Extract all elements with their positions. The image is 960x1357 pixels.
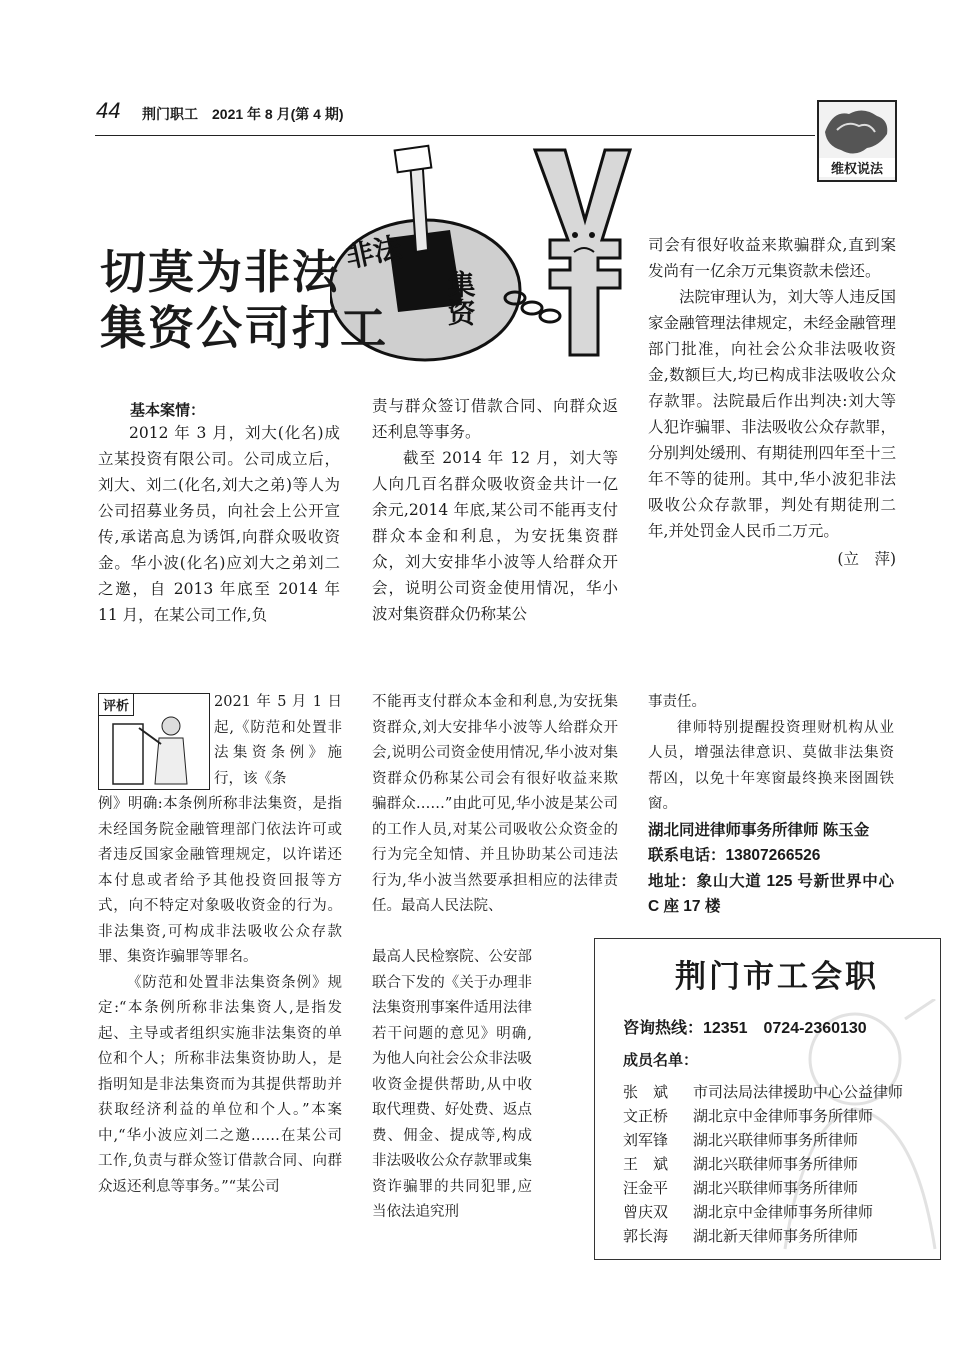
union-panel-title: 荆门市工会职 bbox=[675, 959, 879, 995]
article-column-1 bbox=[98, 420, 340, 628]
section-badge bbox=[817, 100, 897, 182]
member-row: 刘军锋 湖北兴联律师事务所律师 bbox=[623, 1131, 859, 1149]
article-column-3 bbox=[648, 232, 896, 572]
article-column-2 bbox=[372, 393, 618, 627]
article-col3-paragraph-1: 司会有很好收益来欺骗群众,直到案发尚有一亿余万元集资款未偿还。 bbox=[648, 236, 896, 280]
member-row: 张 斌 市司法局法律援助中心公益律师 bbox=[623, 1083, 904, 1101]
commentary-figure bbox=[98, 693, 210, 790]
article-col2-paragraph-1: 责与群众签订借款合同、向群众返还利息等事务。 bbox=[372, 397, 618, 441]
commentary-column-2-top: 不能再支付群众本金和利息,为安抚集资群众,刘大安排华小波等人给群众开会,说明公司资金使用情况,华小波对集资群众仍称某公司会有很好收益来欺骗群众……”由此可见,华小波是某公司的工作人员,对某公司吸收公众资金的行为完全知情、并且协助某公司违法行为,华小波当然要承担相应的法律责任。最高人民法院、 bbox=[372, 694, 618, 914]
publication-line: 荆门职工 2021 年 8 月(第 4 期) bbox=[142, 106, 344, 122]
article-title-line-1: 切莫为非法 bbox=[100, 245, 340, 299]
commentary-col3-paragraph-2: 律师特别提醒投资理财机构从业人员，增强法律意识、莫做非法集资帮凶，以免十年寒窗最终换来囹圄铁窗。 bbox=[648, 719, 894, 812]
article-title-line-2: 集资公司打工 bbox=[100, 301, 388, 355]
union-legal-panel bbox=[594, 938, 941, 1260]
lawyer-name: 湖北同进律师事务所律师 陈玉金 bbox=[648, 821, 870, 839]
member-row: 曾庆双 湖北京中金律师事务所律师 bbox=[623, 1203, 874, 1221]
commentary-intro: 2021 年 5 月 1 日起,《防范和处置非法集资条例》施行，该《条 bbox=[214, 694, 342, 787]
commentary-column-1 bbox=[98, 792, 342, 1200]
commentary-col1-text: 例》明确:本条例所称非法集资，是指未经国务院金融管理部门依法许可或者违反国家金融管理规定，以许诺还本付息或者给予其他投资回报等方式，向不特定对象吸收资金的行为。非法集资,可构成非法吸收公众存款罪、集资诈骗罪等罪名。 bbox=[98, 796, 342, 965]
member-row: 郭长海 湖北新天律师事务所律师 bbox=[623, 1227, 859, 1245]
commentary-col1-paragraph-2: 《防范和处置非法集资条例》规定:“本条例所称非法集资人,是指发起、主导或者组织实施非法集资的单位和个人；所称非法集资协助人，是指明知是非法集资而为其提供帮助并获取经济利益的单位和个人。”本案中,“华小波应刘二之邀……在某公司工作,负责与群众签订借款合同、向群众返还利息等事务。”“某公司 bbox=[98, 974, 342, 1195]
article-col2-paragraph-2: 截至 2014 年 12 月，刘大等人向几百名群众吸收资金共计一亿余元,2014 年底,某公司不能再支付群众本金和利息，为安抚集资群众，刘大安排华小波等人给群众开会，说明公司资金使用情况，华小波对集资群众仍称某公 bbox=[372, 449, 618, 623]
basic-case-heading: 基本案情： bbox=[130, 402, 206, 419]
illustration-label-right: 集资 bbox=[443, 270, 477, 326]
commentary-column-2-narrow: 最高人民检察院、公安部联合下发的《关于办理非法集资刑事案件适用法律若干问题的意见》明确,为他人向社会公众非法吸收资金提供帮助,从中收取代理费、好处费、返点费、佣金、提成等,构成非法吸收公众存款罪或集资诈骗罪的共同犯罪,应当依法追究刑 bbox=[372, 949, 532, 1220]
member-row: 文正桥 湖北京中金律师事务所律师 bbox=[623, 1107, 874, 1125]
commentary-label: 评析 bbox=[99, 694, 134, 716]
member-row: 汪金平 湖北兴联律师事务所律师 bbox=[623, 1179, 859, 1197]
article-author: (立 萍) bbox=[837, 550, 896, 568]
section-badge-label: 维权说法 bbox=[819, 158, 895, 177]
page-number: 44 bbox=[96, 98, 121, 123]
article-col1-paragraph-1: 2012 年 3 月，刘大(化名)成立某投资有限公司。公司成立后，刘大、刘二(化名,刘大之弟)等人为公司招募业务员，向社会上公开宣传,承诺高息为诱饵,向群众吸收资金。华小波(化名)应刘大之弟刘二之邀，自 2013 年底至 2014 年 11 月，在某公司工作,负 bbox=[98, 424, 340, 624]
member-row: 王 斌 湖北兴联律师事务所律师 bbox=[623, 1155, 859, 1173]
commentary-column-3 bbox=[648, 690, 894, 920]
commentary-col3-paragraph-1: 事责任。 bbox=[648, 694, 706, 710]
map-icon bbox=[819, 102, 895, 162]
lawyer-address: 地址：象山大道 125 号新世界中心 C 座 17 楼 bbox=[648, 872, 894, 915]
consult-hotline: 咨询热线：12351 0724-2360130 bbox=[623, 1020, 867, 1037]
illustration-label-left: 非法 bbox=[342, 230, 405, 275]
lawyer-phone: 联系电话：13807266526 bbox=[648, 847, 821, 864]
article-col3-paragraph-2: 法院审理认为，刘大等人违反国家金融管理法律规定，未经金融管理部门批准，向社会公众非法吸收资金,数额巨大,均已构成非法吸收公众存款罪。法院最后作出判决:刘大等人犯诈骗罪、非法吸收公众存款罪，分别判处缓刑、有期徒刑四年至十三年不等的徒刑。其中,华小波犯非法吸收公众存款罪，判处有期徒刑二年,并处罚金人民币二万元。 bbox=[648, 288, 897, 540]
members-heading: 成员名单： bbox=[623, 1052, 699, 1069]
